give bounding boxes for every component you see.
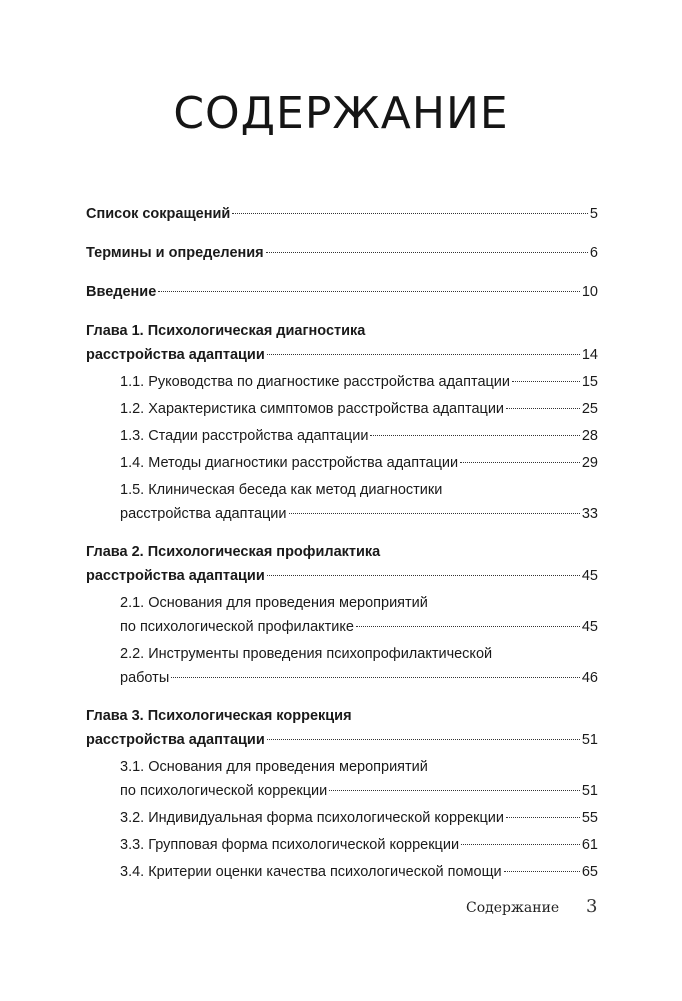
toc-page-number: 25 <box>581 401 598 417</box>
page-number: 3 <box>586 896 598 917</box>
toc-section-3-3[interactable] <box>86 833 598 857</box>
toc-chapter-2[interactable] <box>86 540 598 588</box>
dot-leader <box>267 739 580 740</box>
toc-section-1-5[interactable] <box>86 478 598 526</box>
toc-entry-title: по психологической профилактике <box>120 619 354 635</box>
toc-entry-title: Глава 2. Психологическая профилактика <box>86 544 381 560</box>
toc-entry-title: работы <box>120 670 170 686</box>
toc-entry-title-continued <box>86 779 598 803</box>
toc-entry-introduction[interactable] <box>86 280 598 304</box>
dot-leader <box>266 252 588 253</box>
dot-leader <box>267 575 580 576</box>
toc-entry-title-continued <box>86 343 598 367</box>
toc-entry-title-continued <box>86 564 598 588</box>
toc-chapter-1[interactable] <box>86 319 598 367</box>
dot-leader <box>506 817 580 818</box>
dot-leader <box>267 354 580 355</box>
toc-page-number: 6 <box>589 245 598 261</box>
toc-entry-title: 1.4. Методы диагностики расстройства адаптации <box>120 455 459 471</box>
dot-leader <box>171 677 580 678</box>
toc-page-number: 5 <box>589 206 598 222</box>
toc-entry-title: 2.1. Основания для проведения мероприятий <box>120 595 428 611</box>
toc-section-2-2[interactable] <box>86 642 598 690</box>
toc-page-number: 15 <box>581 374 598 390</box>
dot-leader <box>356 626 580 627</box>
toc-entry-title: Список сокращений <box>86 206 231 222</box>
dot-leader <box>370 435 579 436</box>
toc-entry-title: 1.3. Стадии расстройства адаптации <box>120 428 369 444</box>
toc-entry-title: расстройства адаптации <box>86 347 265 363</box>
toc-entry-title: 1.1. Руководства по диагностике расстройства адаптации <box>120 374 511 390</box>
toc-page-number: 10 <box>581 284 598 300</box>
toc-entry-title: по психологической коррекции <box>120 783 328 799</box>
toc-page-number: 61 <box>581 837 598 853</box>
toc-section-3-2[interactable] <box>86 806 598 830</box>
toc-entry-title: 3.4. Критерии оценки качества психологической помощи <box>120 864 502 880</box>
toc-entry-title: 3.2. Индивидуальная форма психологической коррекции <box>120 810 504 826</box>
toc-page-number: 45 <box>581 619 598 635</box>
toc-page-number: 55 <box>581 810 598 826</box>
toc-entry-title: Глава 1. Психологическая диагностика <box>86 323 366 339</box>
dot-leader <box>461 844 580 845</box>
toc-page-number: 14 <box>581 347 598 363</box>
toc-page-number: 28 <box>581 428 598 444</box>
toc-entry-title-continued <box>86 666 598 690</box>
toc-entry-title: Термины и определения <box>86 245 264 261</box>
toc-entry-title: расстройства адаптации <box>120 506 287 522</box>
toc-entry-title: 2.2. Инструменты проведения психопрофилактической <box>120 646 493 662</box>
page-title: СОДЕРЖАНИЕ <box>173 88 509 139</box>
toc-page-number: 51 <box>581 783 598 799</box>
toc-entry-terms[interactable] <box>86 241 598 265</box>
toc-section-3-1[interactable] <box>86 755 598 803</box>
toc-section-1-4[interactable] <box>86 451 598 475</box>
toc-section-1-2[interactable] <box>86 397 598 421</box>
toc-page-number: 51 <box>581 732 598 748</box>
toc-page-number: 29 <box>581 455 598 471</box>
toc-entry-title: расстройства адаптации <box>86 732 265 748</box>
table-of-contents <box>86 202 598 884</box>
toc-entry-title: Глава 3. Психологическая коррекция <box>86 708 352 724</box>
dot-leader <box>232 213 588 214</box>
dot-leader <box>289 513 580 514</box>
toc-section-1-3[interactable] <box>86 424 598 448</box>
dot-leader <box>158 291 580 292</box>
toc-chapter-3[interactable] <box>86 704 598 752</box>
toc-entry-abbreviations[interactable] <box>86 202 598 226</box>
toc-entry-title-continued <box>86 615 598 639</box>
toc-entry-title: расстройства адаптации <box>86 568 265 584</box>
toc-entry-title: Введение <box>86 284 157 300</box>
running-footer-title: Содержание <box>466 900 560 916</box>
dot-leader <box>329 790 580 791</box>
dot-leader <box>460 462 580 463</box>
dot-leader <box>506 408 580 409</box>
dot-leader <box>512 381 580 382</box>
toc-page-number: 46 <box>581 670 598 686</box>
toc-section-3-4[interactable] <box>86 860 598 884</box>
toc-section-2-1[interactable] <box>86 591 598 639</box>
toc-page-number: 33 <box>581 506 598 522</box>
toc-entry-title: 1.5. Клиническая беседа как метод диагностики <box>120 482 443 498</box>
toc-entry-title: 3.1. Основания для проведения мероприятий <box>120 759 428 775</box>
toc-entry-title-continued <box>86 728 598 752</box>
dot-leader <box>504 871 580 872</box>
toc-page-number: 45 <box>581 568 598 584</box>
toc-entry-title: 3.3. Групповая форма психологической коррекции <box>120 837 460 853</box>
toc-page-number: 65 <box>581 864 598 880</box>
toc-entry-title: 1.2. Характеристика симптомов расстройства адаптации <box>120 401 505 417</box>
toc-entry-title-continued <box>86 502 598 526</box>
toc-section-1-1[interactable] <box>86 370 598 394</box>
